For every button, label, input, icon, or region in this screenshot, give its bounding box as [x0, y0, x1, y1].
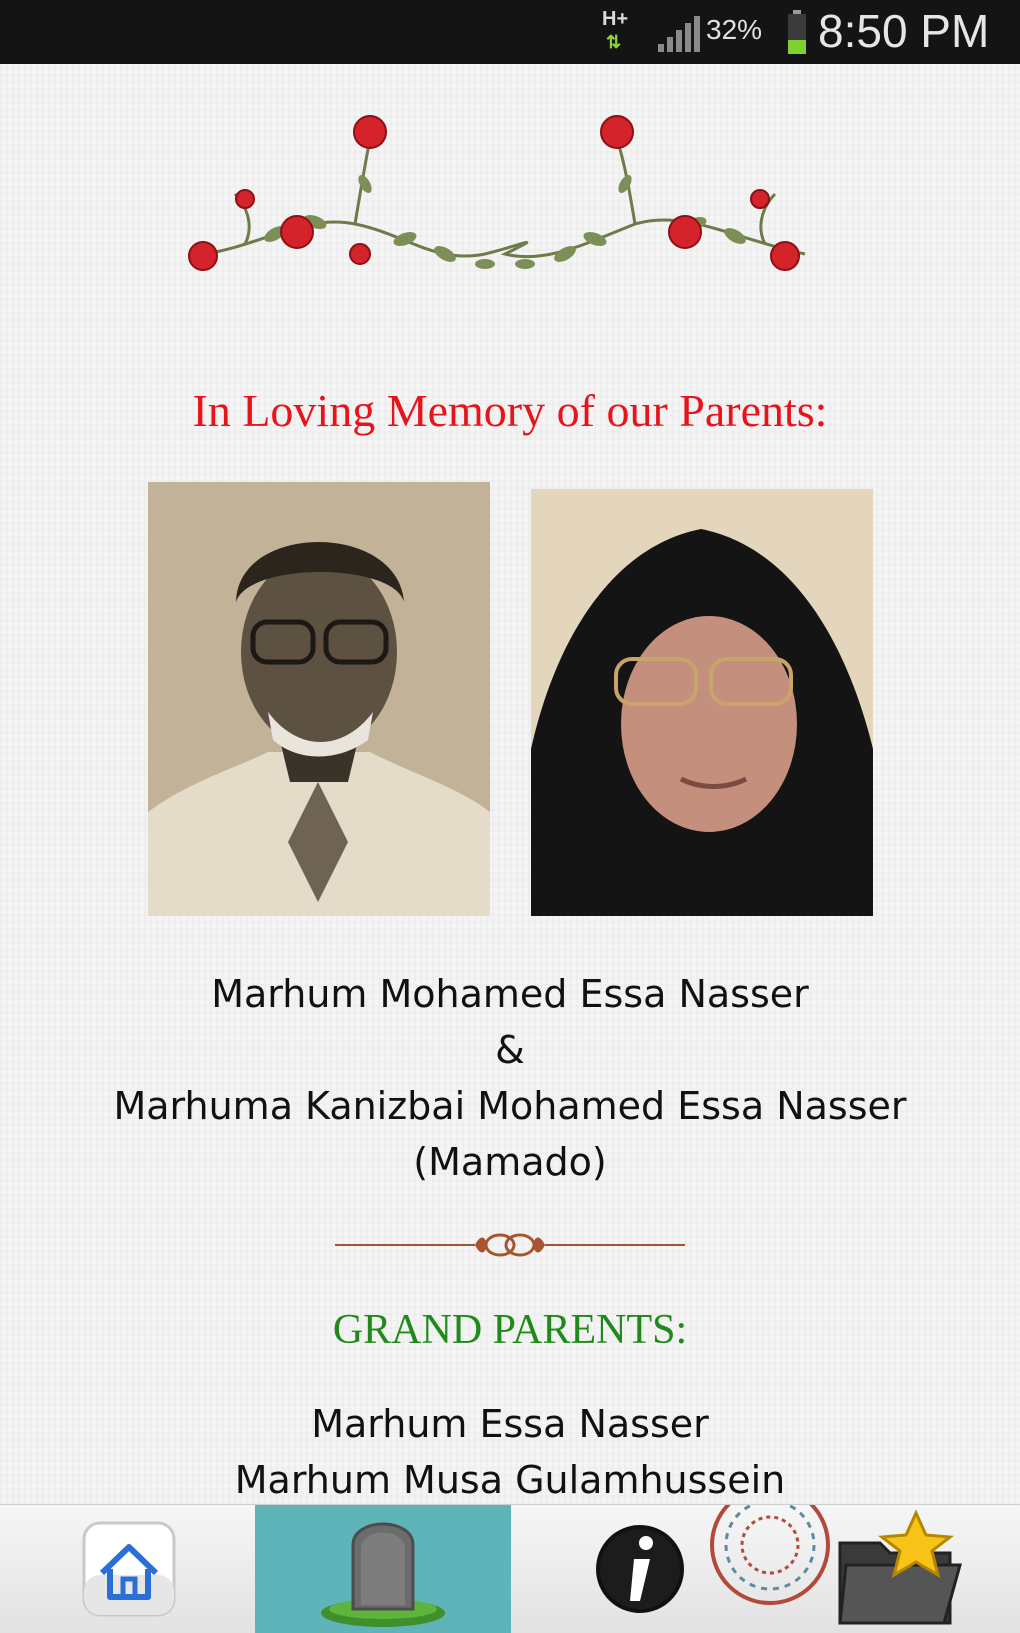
clock: 8:50 PM [818, 5, 990, 57]
memorial-tab-button[interactable] [255, 1505, 511, 1633]
rose-garland-ornament [185, 104, 825, 314]
network-indicator [602, 8, 638, 56]
favorites-folder-icon [820, 1505, 980, 1633]
info-button[interactable] [560, 1505, 720, 1633]
signal-strength-icon [656, 16, 702, 52]
battery-icon [788, 10, 806, 54]
data-arrows-icon: ⇅ [606, 32, 622, 52]
home-button[interactable] [60, 1505, 220, 1633]
bottom-navigation [0, 1504, 1020, 1633]
memorial-title: In Loving Memory of our Parents: [192, 385, 828, 436]
grandparent-name: Marhum Musa Gulamhussein [234, 1458, 786, 1502]
family-nickname: (Mamado) [413, 1140, 607, 1184]
mother-name: Marhuma Kanizbai Mohamed Essa Nasser [113, 1084, 907, 1128]
memorial-content[interactable] [0, 64, 1020, 1504]
grandparents-title: GRAND PARENTS: [332, 1307, 688, 1353]
network-type: H+ [602, 8, 629, 30]
grandparent-name: Marhum Essa Nasser [311, 1402, 709, 1446]
father-name: Marhum Mohamed Essa Nasser [211, 972, 809, 1016]
gravestone-icon [255, 1505, 511, 1633]
ornamental-divider [335, 1230, 685, 1260]
status-bar [0, 0, 1020, 64]
info-icon [560, 1505, 720, 1633]
parents-names [0, 966, 1020, 1190]
mother-photo [531, 489, 873, 916]
father-photo [148, 482, 490, 916]
favorites-button[interactable] [820, 1505, 980, 1633]
home-icon [60, 1505, 220, 1633]
battery-percent: 32% [706, 14, 763, 45]
ampersand: & [495, 1028, 525, 1072]
